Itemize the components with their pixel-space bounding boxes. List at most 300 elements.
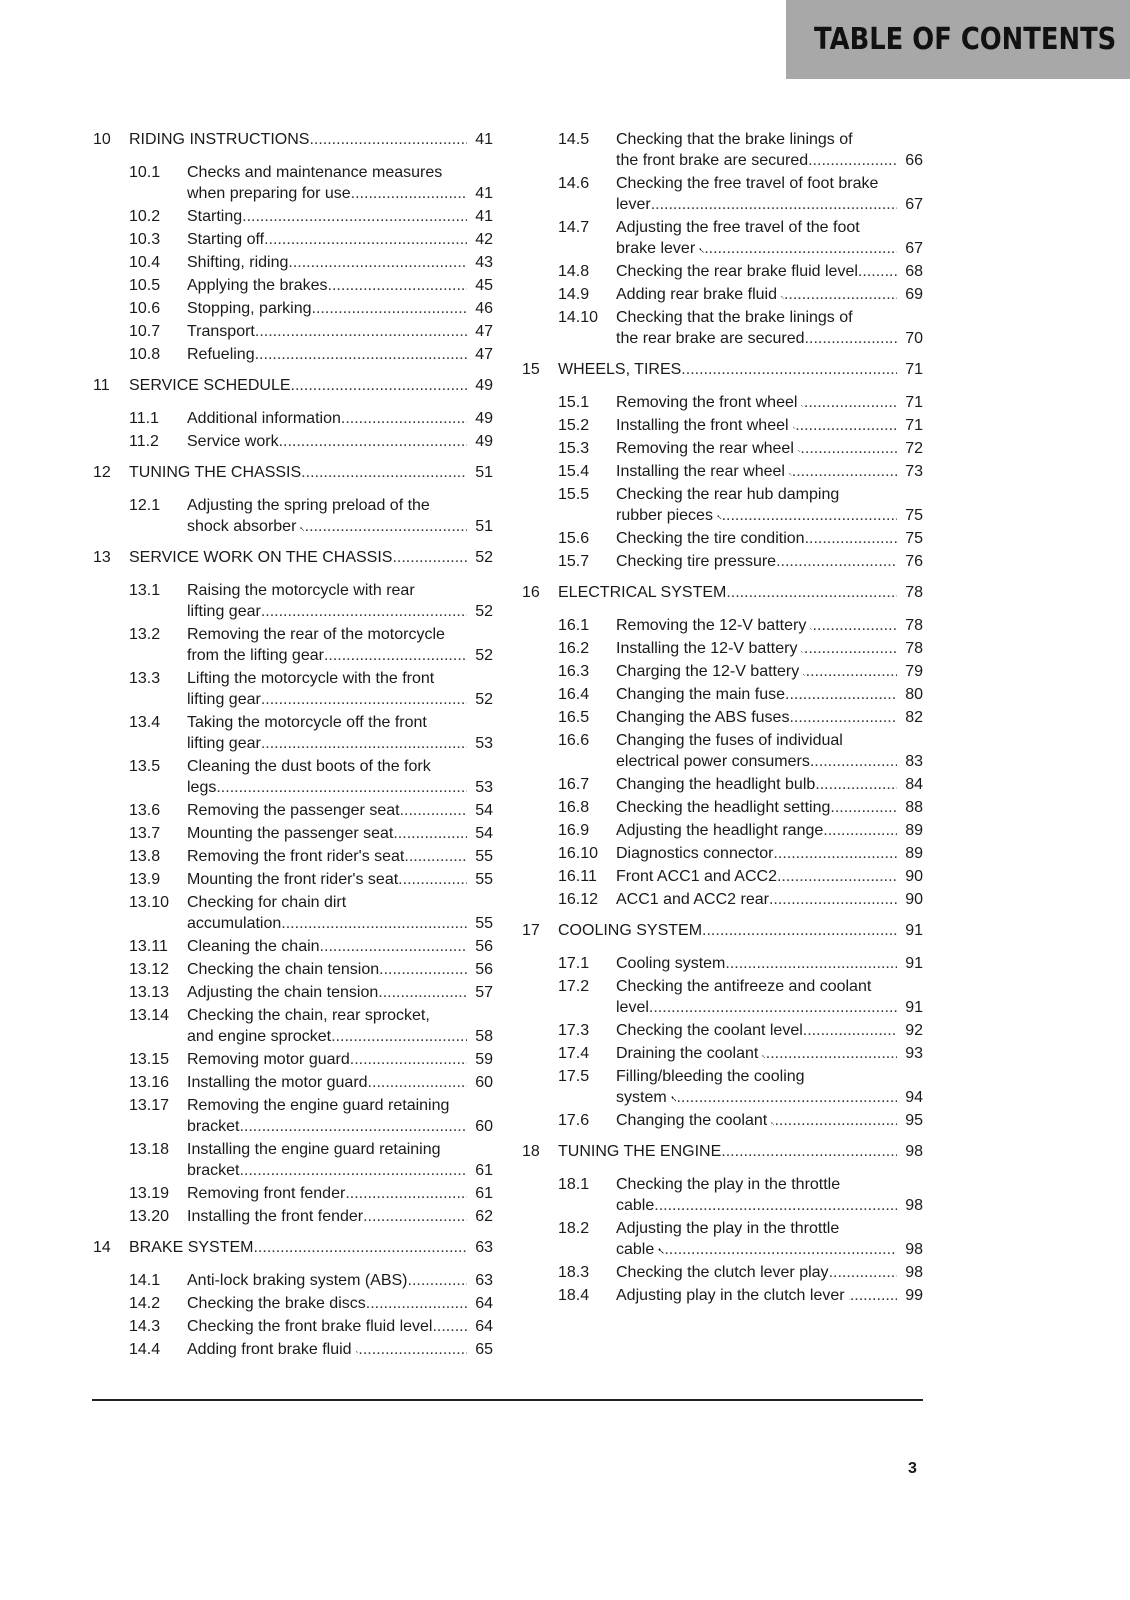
section-number: 13.19 bbox=[129, 1185, 170, 1202]
toc-entry[interactable] bbox=[522, 615, 923, 636]
toc-entry[interactable] bbox=[93, 408, 493, 429]
section-title-text: Removing motor guard bbox=[187, 1051, 350, 1068]
toc-entry[interactable] bbox=[522, 889, 923, 910]
section-number: 16.11 bbox=[558, 868, 597, 885]
toc-entry[interactable] bbox=[522, 1110, 923, 1131]
section-title-text: Adding front brake fluid bbox=[187, 1341, 352, 1358]
section-title-text: Checking the headlight setting bbox=[616, 799, 831, 816]
dot-leader bbox=[813, 615, 898, 636]
page-ref: 52 bbox=[475, 603, 493, 620]
section-title-text: Shifting, riding bbox=[187, 254, 289, 271]
page-ref: 66 bbox=[905, 152, 923, 169]
toc-entry[interactable] bbox=[93, 1005, 493, 1047]
toc-entry[interactable] bbox=[93, 1270, 493, 1291]
toc-entry[interactable] bbox=[522, 661, 923, 682]
chapter-entry bbox=[129, 129, 493, 150]
page-ref: 55 bbox=[475, 871, 493, 888]
toc-entry[interactable] bbox=[93, 756, 493, 798]
section-title-line bbox=[616, 774, 923, 795]
chapter-entry bbox=[129, 462, 493, 483]
toc-entry[interactable] bbox=[93, 869, 493, 890]
toc-entry[interactable] bbox=[93, 275, 493, 296]
dot-leader bbox=[795, 415, 897, 436]
section-title-text: from the lifting gear bbox=[187, 647, 324, 664]
chapter-number: 18 bbox=[522, 1143, 540, 1160]
section-title-block bbox=[187, 800, 493, 821]
section-title-line bbox=[616, 638, 923, 659]
toc-entry[interactable] bbox=[93, 800, 493, 821]
section-title-line bbox=[187, 229, 493, 250]
section-title-line: Taking the motorcycle off the front bbox=[187, 714, 427, 731]
section-title-block bbox=[616, 820, 923, 841]
toc-chapter[interactable] bbox=[93, 462, 493, 483]
page-ref: 94 bbox=[905, 1089, 923, 1106]
section-title-block bbox=[616, 1218, 923, 1260]
chapter-title: TUNING THE CHASSIS bbox=[129, 464, 302, 481]
dot-leader bbox=[378, 982, 467, 1003]
toc-chapter[interactable] bbox=[93, 375, 493, 396]
page-ref: 54 bbox=[475, 802, 493, 819]
section-title-line bbox=[187, 959, 493, 980]
dot-leader bbox=[725, 953, 897, 974]
chapter-number: 16 bbox=[522, 584, 540, 601]
toc-entry[interactable] bbox=[522, 1174, 923, 1216]
section-title-line bbox=[616, 997, 923, 1018]
dot-leader bbox=[350, 1049, 467, 1070]
section-number: 10.8 bbox=[129, 346, 161, 363]
section-title-block bbox=[187, 321, 493, 342]
section-title-text: Checking the coolant level bbox=[616, 1022, 803, 1039]
section-title-block bbox=[616, 217, 923, 259]
section-number: 18.4 bbox=[558, 1287, 590, 1304]
toc-column-left bbox=[93, 129, 493, 1362]
toc-entry[interactable] bbox=[93, 1072, 493, 1093]
toc-entry[interactable] bbox=[93, 344, 493, 365]
section-title-block bbox=[187, 344, 493, 365]
chapter-title: SERVICE SCHEDULE bbox=[129, 377, 291, 394]
dot-leader bbox=[773, 843, 897, 864]
dot-leader bbox=[281, 913, 467, 934]
toc-entry[interactable] bbox=[522, 173, 923, 215]
dot-leader bbox=[815, 774, 897, 795]
section-title-text: the rear brake are secured bbox=[616, 330, 805, 347]
dot-leader bbox=[776, 551, 897, 572]
toc-entry[interactable] bbox=[93, 580, 493, 622]
page-ref: 89 bbox=[905, 845, 923, 862]
section-number: 16.6 bbox=[558, 732, 590, 749]
page-ref: 43 bbox=[475, 254, 493, 271]
page-ref: 52 bbox=[475, 647, 493, 664]
page-ref: 59 bbox=[475, 1051, 493, 1068]
toc-entry[interactable] bbox=[93, 1095, 493, 1137]
dot-leader bbox=[664, 1239, 897, 1260]
section-title-line bbox=[616, 1043, 923, 1064]
toc-entry[interactable] bbox=[93, 823, 493, 844]
page-ref: 47 bbox=[475, 323, 493, 340]
section-title-line: Installing the engine guard retaining bbox=[187, 1141, 441, 1158]
chapter-entry bbox=[558, 582, 923, 603]
page-ref: 52 bbox=[475, 549, 493, 566]
page-ref: 70 bbox=[905, 330, 923, 347]
toc-entry[interactable] bbox=[522, 730, 923, 772]
dot-leader bbox=[253, 1237, 467, 1258]
section-number: 16.8 bbox=[558, 799, 590, 816]
section-number: 17.4 bbox=[558, 1045, 590, 1062]
toc-entry[interactable] bbox=[93, 1183, 493, 1204]
dot-leader bbox=[331, 1026, 467, 1047]
section-title-block bbox=[616, 1066, 923, 1108]
page-ref: 49 bbox=[475, 433, 493, 450]
section-title-text: bracket bbox=[187, 1118, 240, 1135]
section-title-text: Checking the clutch lever play bbox=[616, 1264, 829, 1281]
toc-entry[interactable] bbox=[522, 528, 923, 549]
section-title-text: cable bbox=[616, 1197, 655, 1214]
section-title-line bbox=[187, 275, 493, 296]
section-title-line: Adjusting the free travel of the foot bbox=[616, 219, 860, 236]
section-title-text: Mounting the passenger seat bbox=[187, 825, 394, 842]
section-title-line bbox=[616, 505, 923, 526]
section-number: 15.4 bbox=[558, 463, 590, 480]
toc-entry[interactable] bbox=[93, 206, 493, 227]
section-title-block bbox=[187, 869, 493, 890]
toc-chapter[interactable] bbox=[522, 359, 923, 380]
toc-entry[interactable] bbox=[93, 495, 493, 537]
section-title-text: Installing the rear wheel bbox=[616, 463, 785, 480]
toc-entry[interactable] bbox=[522, 638, 923, 659]
toc-entry[interactable] bbox=[522, 866, 923, 887]
section-title-line bbox=[187, 1160, 493, 1181]
section-title-line: Lifting the motorcycle with the front bbox=[187, 670, 435, 687]
section-title-line bbox=[616, 261, 923, 282]
toc-entry[interactable] bbox=[522, 261, 923, 282]
section-title-line: Checking the play in the throttle bbox=[616, 1176, 841, 1193]
section-number: 10.7 bbox=[129, 323, 161, 340]
toc-chapter[interactable] bbox=[522, 920, 923, 941]
dot-leader bbox=[702, 920, 897, 941]
page-ref: 63 bbox=[475, 1239, 493, 1256]
section-title-line bbox=[187, 516, 493, 537]
toc-entry[interactable] bbox=[93, 936, 493, 957]
toc-entry[interactable] bbox=[522, 976, 923, 1018]
section-number: 16.7 bbox=[558, 776, 590, 793]
section-title-line: Changing the fuses of individual bbox=[616, 732, 843, 749]
page-ref: 64 bbox=[475, 1318, 493, 1335]
section-title-line bbox=[616, 284, 923, 305]
dot-leader bbox=[255, 321, 467, 342]
section-number: 13.5 bbox=[129, 758, 161, 775]
toc-entry[interactable] bbox=[522, 684, 923, 705]
toc-entry[interactable] bbox=[522, 392, 923, 413]
dot-leader bbox=[261, 689, 467, 710]
section-title-block bbox=[616, 1262, 923, 1283]
section-title-line bbox=[187, 601, 493, 622]
page-ref: 98 bbox=[905, 1264, 923, 1281]
section-number: 13.2 bbox=[129, 626, 161, 643]
chapter-number: 17 bbox=[522, 922, 540, 939]
page-ref: 47 bbox=[475, 346, 493, 363]
section-title-text: Checking the chain tension bbox=[187, 961, 380, 978]
toc-entry[interactable] bbox=[93, 712, 493, 754]
section-number: 17.6 bbox=[558, 1112, 590, 1129]
section-title-block bbox=[187, 1293, 493, 1314]
chapter-title: ELECTRICAL SYSTEM bbox=[558, 584, 727, 601]
chapter-title: WHEELS, TIRES bbox=[558, 361, 682, 378]
toc-entry[interactable] bbox=[93, 252, 493, 273]
toc-entry[interactable] bbox=[522, 707, 923, 728]
toc-entry[interactable] bbox=[522, 774, 923, 795]
section-title-text: Removing the passenger seat bbox=[187, 802, 400, 819]
section-title-block bbox=[187, 431, 493, 452]
dot-leader bbox=[264, 229, 467, 250]
page-ref: 83 bbox=[905, 753, 923, 770]
section-title-block bbox=[187, 495, 493, 537]
section-title-line bbox=[616, 528, 923, 549]
dot-leader bbox=[398, 869, 467, 890]
page-ref: 54 bbox=[475, 825, 493, 842]
section-title-block bbox=[187, 1316, 493, 1337]
toc-entry[interactable] bbox=[522, 1285, 923, 1306]
toc-entry[interactable] bbox=[93, 1339, 493, 1360]
section-title-line bbox=[616, 684, 923, 705]
section-title-text: Checking the front brake fluid level bbox=[187, 1318, 433, 1335]
dot-leader bbox=[279, 431, 468, 452]
section-title-text: shock absorber bbox=[187, 518, 297, 535]
toc-entry[interactable] bbox=[522, 307, 923, 349]
page-ref: 98 bbox=[905, 1241, 923, 1258]
section-title-line bbox=[616, 392, 923, 413]
toc-chapter[interactable] bbox=[522, 1141, 923, 1162]
section-title-text: Installing the 12-V battery bbox=[616, 640, 798, 657]
page-ref: 67 bbox=[905, 240, 923, 257]
toc-entry[interactable] bbox=[522, 1020, 923, 1041]
section-title-line: Adjusting the spring preload of the bbox=[187, 497, 430, 514]
page-ref: 78 bbox=[905, 640, 923, 657]
section-title-line bbox=[187, 1206, 493, 1227]
toc-entry[interactable] bbox=[522, 797, 923, 818]
toc-entry[interactable] bbox=[93, 162, 493, 204]
section-title-text: Changing the coolant bbox=[616, 1112, 768, 1129]
section-title-line bbox=[616, 1195, 923, 1216]
section-title-block bbox=[187, 624, 493, 666]
toc-entry[interactable] bbox=[93, 892, 493, 934]
page-ref: 71 bbox=[905, 417, 923, 434]
toc-entry[interactable] bbox=[522, 438, 923, 459]
toc-entry[interactable] bbox=[522, 551, 923, 572]
dot-leader bbox=[345, 1183, 467, 1204]
chapter-entry bbox=[129, 547, 493, 568]
page-ref: 95 bbox=[905, 1112, 923, 1129]
toc-chapter[interactable] bbox=[93, 547, 493, 568]
section-number: 17.2 bbox=[558, 978, 590, 995]
toc-entry[interactable] bbox=[522, 843, 923, 864]
toc-entry[interactable] bbox=[522, 1043, 923, 1064]
toc-chapter[interactable] bbox=[93, 129, 493, 150]
page-ref: 91 bbox=[905, 922, 923, 939]
dot-leader bbox=[301, 462, 467, 483]
section-title-block bbox=[616, 484, 923, 526]
section-title-text: Removing the front rider's seat bbox=[187, 848, 405, 865]
dot-leader bbox=[823, 820, 897, 841]
section-title-block bbox=[616, 661, 923, 682]
section-title-line: Adjusting the play in the throttle bbox=[616, 1220, 840, 1237]
toc-entry[interactable] bbox=[522, 217, 923, 259]
section-title-block bbox=[187, 1072, 493, 1093]
dot-leader bbox=[261, 601, 467, 622]
section-title-text: Checking tire pressure bbox=[616, 553, 777, 570]
page-ref: 51 bbox=[475, 518, 493, 535]
section-number: 13.15 bbox=[129, 1051, 170, 1068]
toc-entry[interactable] bbox=[93, 982, 493, 1003]
section-title-text: Service work bbox=[187, 433, 279, 450]
section-title-line bbox=[187, 1116, 493, 1137]
section-title-line bbox=[187, 689, 493, 710]
header-banner bbox=[786, 0, 1130, 79]
section-title-line bbox=[187, 1293, 493, 1314]
section-title-text: Draining the coolant bbox=[616, 1045, 759, 1062]
toc-entry[interactable] bbox=[522, 461, 923, 482]
section-title-block bbox=[616, 1285, 923, 1306]
toc-entry[interactable] bbox=[522, 1262, 923, 1283]
section-title-line bbox=[616, 461, 923, 482]
toc-entry[interactable] bbox=[522, 1218, 923, 1260]
section-number: 13.9 bbox=[129, 871, 161, 888]
section-title-line bbox=[187, 645, 493, 666]
dot-leader bbox=[291, 375, 468, 396]
section-title-text: the front brake are secured bbox=[616, 152, 809, 169]
section-title-block bbox=[616, 1020, 923, 1041]
toc-entry[interactable] bbox=[93, 1206, 493, 1227]
section-title-block bbox=[616, 684, 923, 705]
section-title-text: Checking the brake discs bbox=[187, 1295, 366, 1312]
section-title-text: Refueling bbox=[187, 346, 255, 363]
toc-entry[interactable] bbox=[522, 1066, 923, 1108]
section-title-text: Applying the brakes bbox=[187, 277, 328, 294]
section-title-block bbox=[187, 275, 493, 296]
section-number: 13.20 bbox=[129, 1208, 170, 1225]
dot-leader bbox=[366, 1293, 467, 1314]
toc-entry[interactable] bbox=[93, 1293, 493, 1314]
toc-entry[interactable] bbox=[93, 1049, 493, 1070]
section-title-text: Adjusting play in the clutch lever bbox=[616, 1287, 845, 1304]
toc-entry[interactable] bbox=[93, 668, 493, 710]
section-title-line bbox=[187, 733, 493, 754]
page-ref: 84 bbox=[905, 776, 923, 793]
page-ref: 52 bbox=[475, 691, 493, 708]
dot-leader bbox=[288, 252, 467, 273]
section-title-text: Installing the front fender bbox=[187, 1208, 364, 1225]
section-title-text: Transport bbox=[187, 323, 255, 340]
chapter-entry bbox=[558, 920, 923, 941]
section-title-text: Diagnostics connector bbox=[616, 845, 774, 862]
dot-leader bbox=[777, 866, 897, 887]
section-number: 13.13 bbox=[129, 984, 170, 1001]
section-title-block bbox=[616, 461, 923, 482]
section-number: 10.5 bbox=[129, 277, 161, 294]
toc-entry[interactable] bbox=[93, 846, 493, 867]
toc-entry[interactable] bbox=[93, 229, 493, 250]
section-title-block bbox=[616, 615, 923, 636]
section-title-text: accumulation bbox=[187, 915, 282, 932]
section-title-block bbox=[616, 1174, 923, 1216]
section-title-line bbox=[187, 982, 493, 1003]
toc-entry[interactable] bbox=[522, 284, 923, 305]
section-title-line bbox=[187, 913, 493, 934]
section-title-line bbox=[616, 194, 923, 215]
section-number: 13.8 bbox=[129, 848, 161, 865]
toc-entry[interactable] bbox=[93, 624, 493, 666]
toc-column-right bbox=[522, 129, 923, 1308]
section-title-block bbox=[187, 408, 493, 429]
section-title-text: electrical power consumers bbox=[616, 753, 810, 770]
dot-leader bbox=[305, 516, 468, 537]
section-title-line bbox=[187, 344, 493, 365]
section-title-line: Removing the engine guard retaining bbox=[187, 1097, 450, 1114]
section-title-text: Removing the rear wheel bbox=[616, 440, 794, 457]
section-title-line bbox=[187, 1026, 493, 1047]
toc-entry[interactable] bbox=[522, 129, 923, 171]
section-title-text: Mounting the front rider's seat bbox=[187, 871, 399, 888]
toc-entry[interactable] bbox=[93, 431, 493, 452]
section-title-block bbox=[187, 206, 493, 227]
section-title-text: Cleaning the chain bbox=[187, 938, 320, 955]
page-ref: 91 bbox=[905, 955, 923, 972]
section-title-text: Removing the 12-V battery bbox=[616, 617, 807, 634]
section-title-block bbox=[187, 1049, 493, 1070]
section-number: 11.1 bbox=[129, 410, 159, 427]
section-title-line bbox=[616, 438, 923, 459]
toc-chapter[interactable] bbox=[522, 582, 923, 603]
toc-entry[interactable] bbox=[522, 415, 923, 436]
page-ref: 72 bbox=[905, 440, 923, 457]
page-ref: 80 bbox=[905, 686, 923, 703]
toc-chapter[interactable] bbox=[93, 1237, 493, 1258]
toc-entry[interactable] bbox=[93, 959, 493, 980]
section-number: 17.5 bbox=[558, 1068, 590, 1085]
toc-entry[interactable] bbox=[93, 1139, 493, 1181]
toc-entry[interactable] bbox=[522, 484, 923, 526]
section-title-block bbox=[616, 730, 923, 772]
page-ref: 78 bbox=[905, 584, 923, 601]
dot-leader bbox=[803, 1020, 897, 1041]
section-title-line: Filling/bleeding the cooling bbox=[616, 1068, 805, 1085]
section-title-line bbox=[187, 1339, 493, 1360]
toc-entry[interactable] bbox=[93, 321, 493, 342]
page-ref: 78 bbox=[905, 617, 923, 634]
dot-leader bbox=[255, 344, 468, 365]
section-title-text: Adjusting the chain tension bbox=[187, 984, 379, 1001]
chapter-number: 10 bbox=[93, 131, 111, 148]
section-title-block bbox=[187, 959, 493, 980]
chapter-title: BRAKE SYSTEM bbox=[129, 1239, 254, 1256]
dot-leader bbox=[239, 1116, 467, 1137]
section-number: 13.4 bbox=[129, 714, 161, 731]
dot-leader bbox=[400, 800, 468, 821]
section-title-block bbox=[187, 846, 493, 867]
section-title-line bbox=[187, 298, 493, 319]
section-title-text: Starting bbox=[187, 208, 243, 225]
toc-entry[interactable] bbox=[522, 820, 923, 841]
section-title-line bbox=[187, 1183, 493, 1204]
toc-entry[interactable] bbox=[93, 298, 493, 319]
page-ref: 92 bbox=[905, 1022, 923, 1039]
toc-entry[interactable] bbox=[522, 953, 923, 974]
dot-leader bbox=[393, 823, 467, 844]
toc-entry[interactable] bbox=[93, 1316, 493, 1337]
dot-leader bbox=[649, 997, 897, 1018]
section-title-text: Adding rear brake fluid bbox=[616, 286, 777, 303]
section-title-text: lifting gear bbox=[187, 603, 261, 620]
section-title-block bbox=[616, 392, 923, 413]
